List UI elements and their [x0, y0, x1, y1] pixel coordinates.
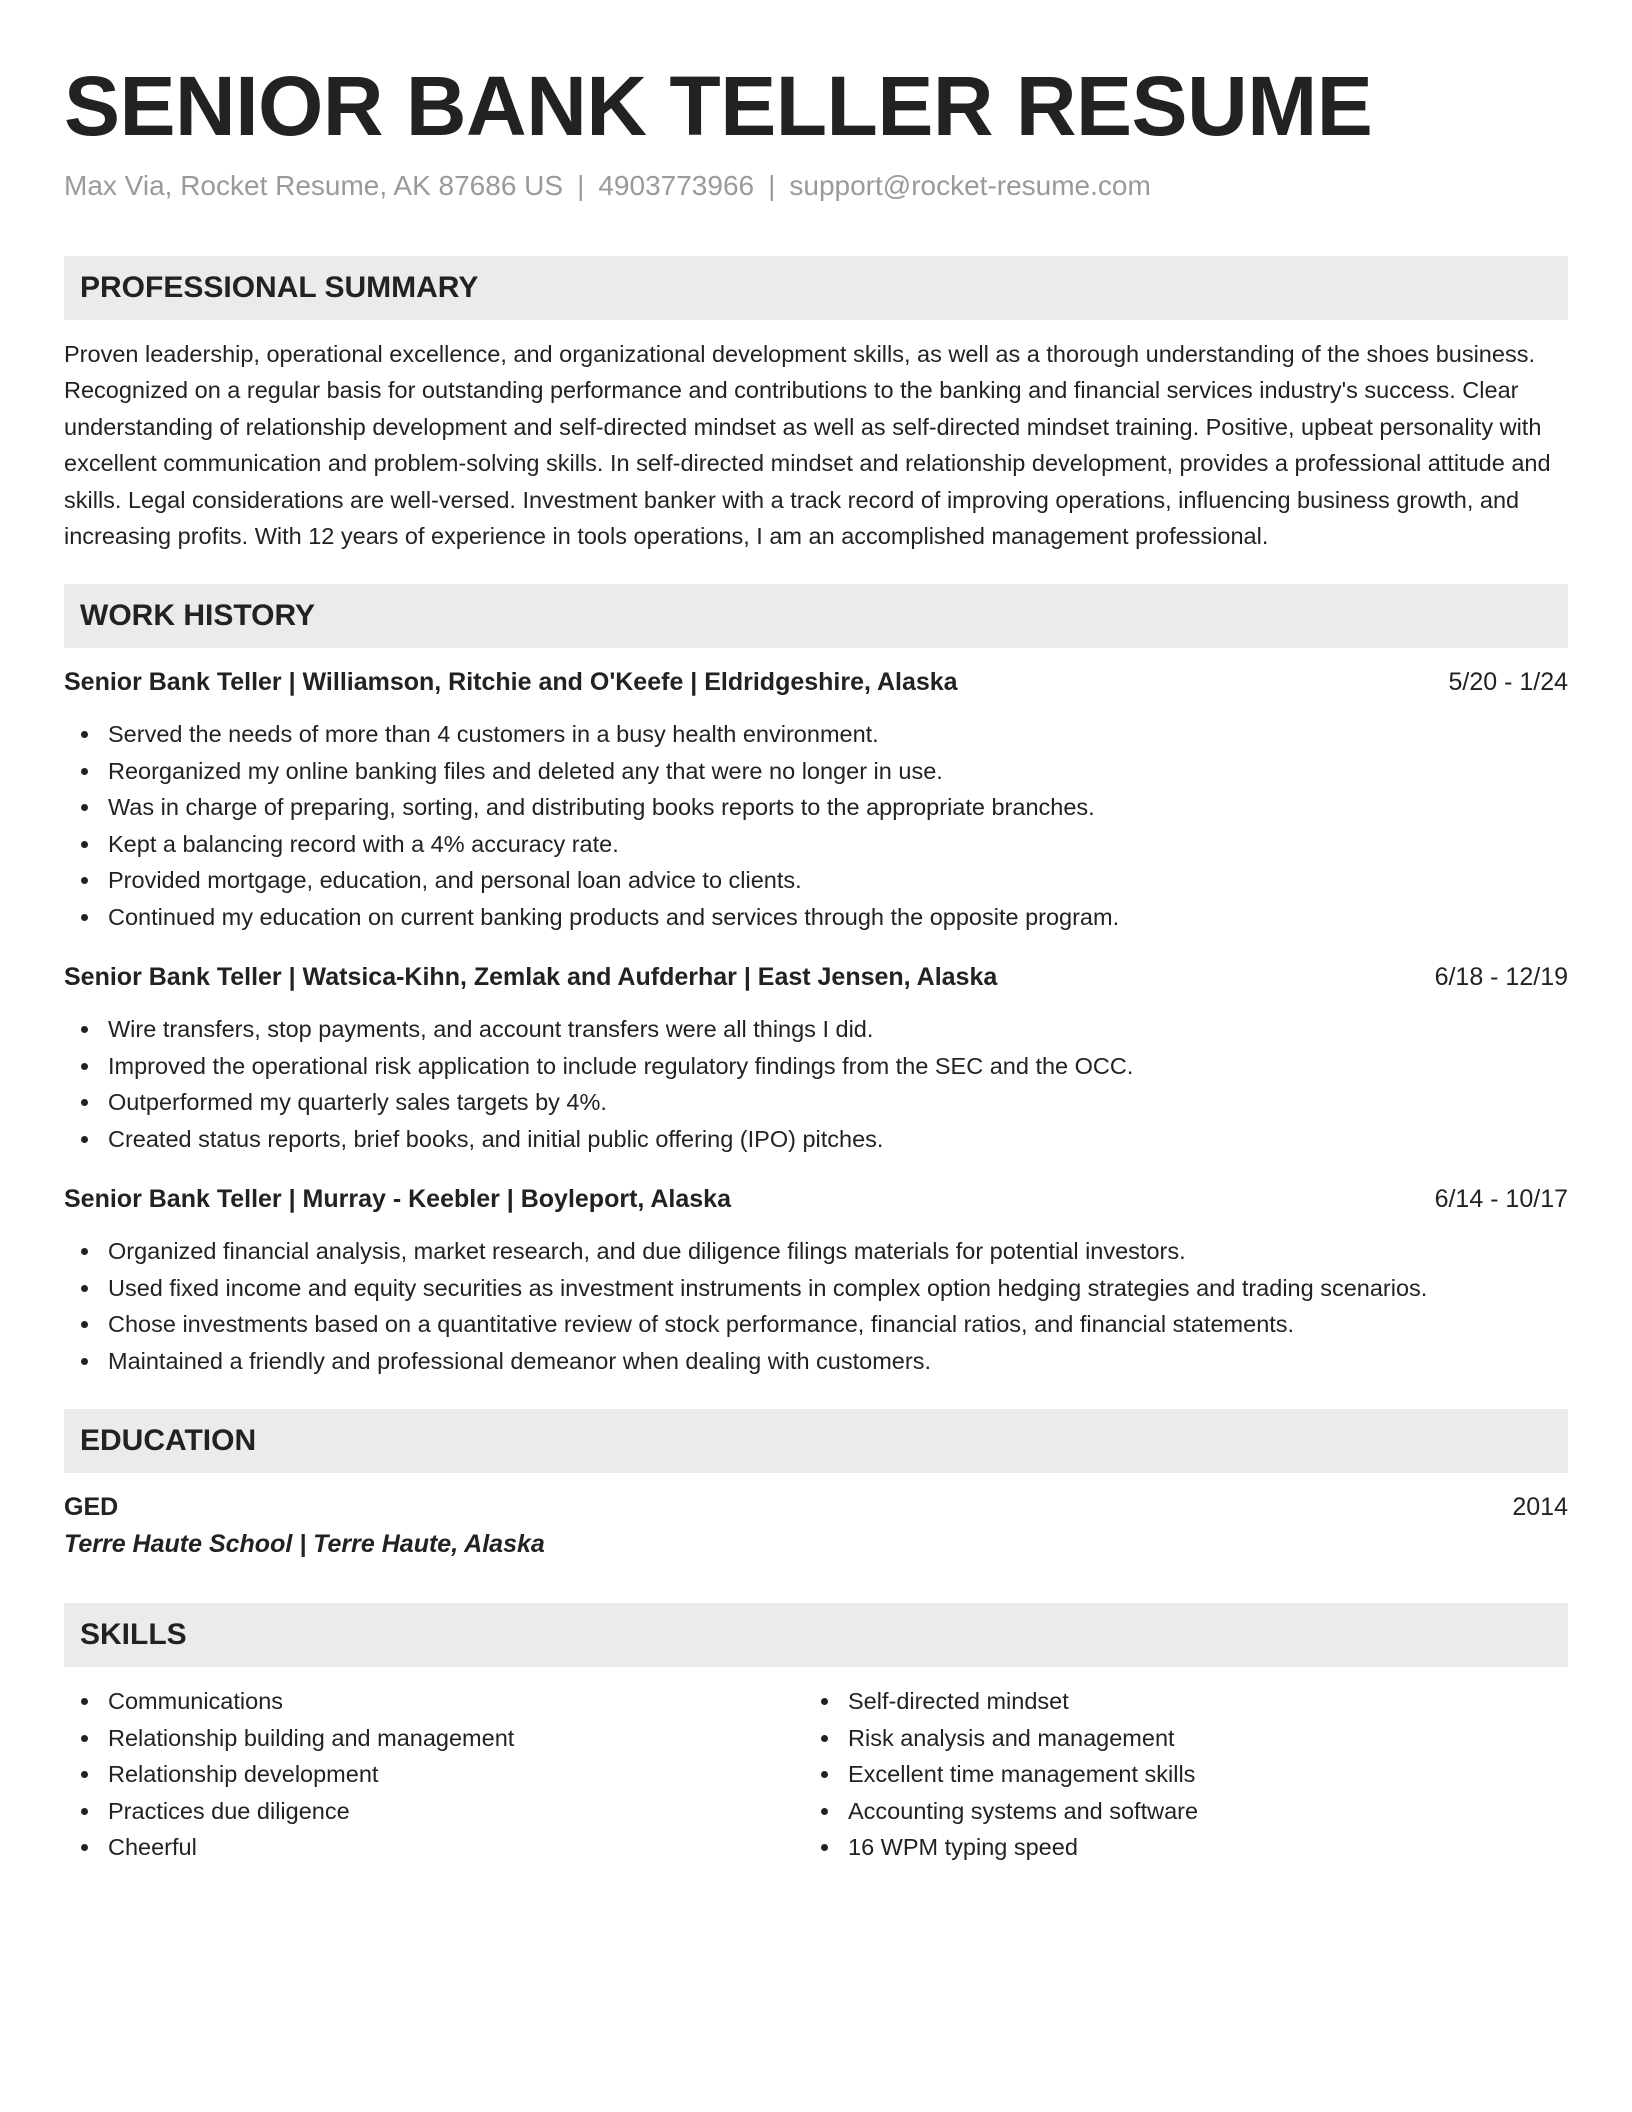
education-year: 2014: [1512, 1493, 1568, 1522]
job-dates: 6/14 - 10/17: [1434, 1185, 1568, 1214]
contact-phone: 4903773966: [598, 170, 755, 201]
job-bullets: [64, 716, 1568, 935]
section-heading-summary: PROFESSIONAL SUMMARY: [64, 256, 1568, 320]
list-item: Risk analysis and management: [804, 1720, 1544, 1757]
list-item: Relationship development: [64, 1756, 804, 1793]
section-heading-education: EDUCATION: [64, 1409, 1568, 1473]
list-item: Kept a balancing record with a 4% accuracy rate.: [64, 826, 1568, 863]
contact-address: Max Via, Rocket Resume, AK 87686 US: [64, 170, 564, 201]
job-dates: 6/18 - 12/19: [1434, 963, 1568, 992]
list-item: Cheerful: [64, 1829, 804, 1866]
list-item: Created status reports, brief books, and initial public offering (IPO) pitches.: [64, 1121, 1568, 1158]
job-title: Senior Bank Teller | Williamson, Ritchie and O'Keefe | Eldridgeshire, Alaska: [64, 668, 958, 697]
job-header: [64, 1181, 1568, 1217]
education-degree: GED: [64, 1493, 119, 1522]
list-item: Outperformed my quarterly sales targets by 4%.: [64, 1084, 1568, 1121]
education-header: [64, 1489, 1568, 1525]
list-item: Self-directed mindset: [804, 1683, 1544, 1720]
list-item: Relationship building and management: [64, 1720, 804, 1757]
job-bullets: [64, 1233, 1568, 1379]
list-item: 16 WPM typing speed: [804, 1829, 1544, 1866]
section-heading-work-history: WORK HISTORY: [64, 584, 1568, 648]
list-item: Wire transfers, stop payments, and account transfers were all things I did.: [64, 1011, 1568, 1048]
list-item: Provided mortgage, education, and personal loan advice to clients.: [64, 862, 1568, 899]
list-item: Excellent time management skills: [804, 1756, 1544, 1793]
job-title: Senior Bank Teller | Watsica-Kihn, Zemlak and Aufderhar | East Jensen, Alaska: [64, 963, 998, 992]
list-item: Reorganized my online banking files and deleted any that were no longer in use.: [64, 753, 1568, 790]
skills-list-left: [64, 1683, 804, 1866]
job-entry: [64, 959, 1568, 1157]
job-title: Senior Bank Teller | Murray - Keebler | Boyleport, Alaska: [64, 1185, 731, 1214]
contact-line: [64, 168, 1568, 204]
contact-separator: |: [577, 170, 585, 201]
job-header: [64, 959, 1568, 995]
list-item: Organized financial analysis, market research, and due diligence filings materials for potential investors.: [64, 1233, 1568, 1270]
summary-text: Proven leadership, operational excellence, and organizational development skills, as well as a thorough understanding of the shoes business. Recognized on a regular basis for outstanding performance and contributions to the banking and financial services industry's success. Clear understanding of relationship development and self-directed mindset as well as self-directed mindset training. Positive, upbeat personality with excellent communication and problem-solving skills. In self-directed mindset and relationship development, provides a professional attitude and skills. Legal considerations are well-versed. Investment banker with a track record of improving operations, influencing business growth, and increasing profits. With 12 years of experience in tools operations, I am an accomplished management professional.: [64, 341, 1551, 550]
list-item: Practices due diligence: [64, 1793, 804, 1830]
job-bullets: [64, 1011, 1568, 1157]
list-item: Chose investments based on a quantitative review of stock performance, financial ratios, and financial statements.: [64, 1306, 1568, 1343]
list-item: Continued my education on current banking products and services through the opposite program.: [64, 899, 1568, 936]
skills-columns: [64, 1683, 1568, 1866]
list-item: Maintained a friendly and professional demeanor when dealing with customers.: [64, 1343, 1568, 1380]
contact-separator: |: [768, 170, 776, 201]
job-entry: [64, 1181, 1568, 1379]
job-dates: 5/20 - 1/24: [1448, 668, 1568, 697]
list-item: Accounting systems and software: [804, 1793, 1544, 1830]
job-entry: [64, 664, 1568, 935]
resume-title: SENIOR BANK TELLER RESUME: [64, 59, 1373, 153]
section-heading-skills: SKILLS: [64, 1603, 1568, 1667]
education-school: Terre Haute School | Terre Haute, Alaska: [64, 1530, 545, 1559]
list-item: Served the needs of more than 4 customers in a busy health environment.: [64, 716, 1568, 753]
list-item: Improved the operational risk application to include regulatory findings from the SEC and the OCC.: [64, 1048, 1568, 1085]
skills-list-right: [804, 1683, 1544, 1866]
list-item: Was in charge of preparing, sorting, and distributing books reports to the appropriate branches.: [64, 789, 1568, 826]
job-header: [64, 664, 1568, 700]
list-item: Communications: [64, 1683, 804, 1720]
contact-email[interactable]: support@rocket-resume.com: [789, 170, 1151, 201]
list-item: Used fixed income and equity securities as investment instruments in complex option hedging strategies and trading scenarios.: [64, 1270, 1568, 1307]
